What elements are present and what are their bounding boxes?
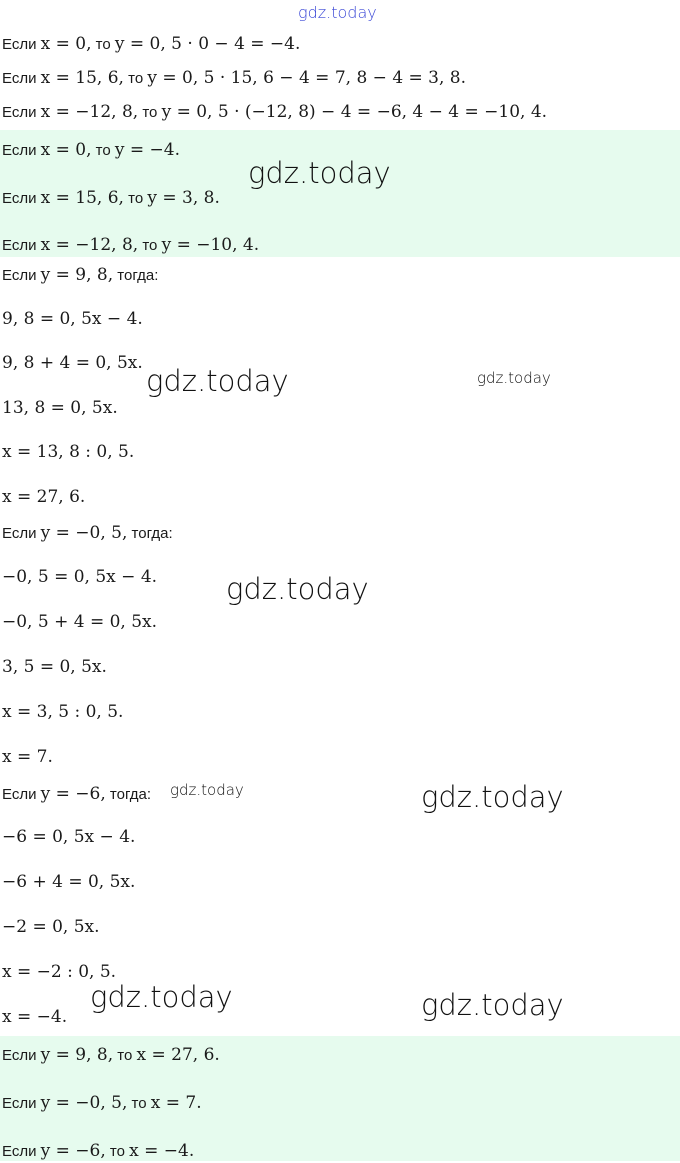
answer-math: y = −4.: [114, 140, 181, 160]
answer-word: Если: [2, 1047, 41, 1064]
watermark: gdz.today: [248, 156, 391, 190]
answer-line-3: [2, 234, 259, 256]
answer-word: то: [91, 142, 115, 159]
case-1-heading: [2, 264, 158, 286]
case-1-step-2: 9, 8 + 4 = 0, 5x.: [2, 353, 143, 373]
watermark: gdz.today: [146, 364, 289, 398]
case-3-heading: [2, 783, 151, 805]
watermark: gdz.today: [226, 572, 369, 606]
watermark: gdz.today: [170, 781, 244, 799]
case-3-step-4: x = −2 : 0, 5.: [2, 962, 117, 982]
answer-line-1: [2, 139, 180, 161]
answer-math: y = −6,: [40, 1141, 106, 1161]
calc-math: x = −12, 8,: [40, 102, 139, 122]
calc-word: то: [91, 36, 115, 53]
case-word: Если: [2, 786, 41, 803]
case-2-step-3: 3, 5 = 0, 5x.: [2, 657, 107, 677]
case-2-heading: [2, 522, 173, 544]
case-2-step-1: −0, 5 = 0, 5x − 4.: [2, 567, 158, 587]
case-math: y = −6,: [40, 784, 106, 804]
watermark-top: gdz.today: [298, 3, 377, 22]
answer-2-line-1: [2, 1044, 220, 1066]
answer-2-line-3: [2, 1140, 194, 1162]
answer-math: x = −12, 8,: [40, 235, 139, 255]
answer-word: то: [127, 1095, 151, 1112]
calc-word: Если: [2, 70, 41, 87]
calc-line-3: [2, 101, 547, 123]
case-3-step-5: x = −4.: [2, 1007, 68, 1027]
case-word: тогда:: [105, 786, 152, 803]
answer-math: x = 27, 6.: [136, 1045, 220, 1065]
answer-math: y = −0, 5,: [40, 1093, 128, 1113]
answer-word: то: [123, 190, 148, 207]
calc-word: Если: [2, 36, 41, 53]
case-1-step-5: x = 27, 6.: [2, 487, 86, 507]
case-word: Если: [2, 267, 41, 284]
watermark: gdz.today: [421, 988, 564, 1022]
answer-word: то: [113, 1047, 137, 1064]
case-2-step-5: x = 7.: [2, 747, 53, 767]
case-3-step-1: −6 = 0, 5x − 4.: [2, 827, 136, 847]
calc-line-2: [2, 67, 466, 89]
calc-word: Если: [2, 104, 41, 121]
watermark: gdz.today: [477, 369, 551, 387]
calc-word: то: [123, 70, 148, 87]
answer-word: то: [105, 1143, 130, 1160]
case-1-step-3: 13, 8 = 0, 5x.: [2, 398, 118, 418]
calc-math: y = 0, 5 · 15, 6 − 4 = 7, 8 − 4 = 3, 8.: [147, 68, 467, 88]
answer-math: y = 3, 8.: [147, 188, 220, 208]
answer-word: то: [138, 237, 162, 254]
case-1-step-1: 9, 8 = 0, 5x − 4.: [2, 309, 143, 329]
answer-math: y = −10, 4.: [161, 235, 260, 255]
answer-math: x = −4.: [129, 1141, 195, 1161]
watermark: gdz.today: [90, 980, 233, 1014]
calc-math: y = 0, 5 · 0 − 4 = −4.: [114, 34, 301, 54]
answer-math: y = 9, 8,: [40, 1045, 114, 1065]
case-math: y = −0, 5,: [40, 523, 128, 543]
answer-word: Если: [2, 190, 41, 207]
calc-math: x = 15, 6,: [40, 68, 124, 88]
calc-word: то: [138, 104, 162, 121]
case-3-step-3: −2 = 0, 5x.: [2, 917, 100, 937]
answer-word: Если: [2, 237, 41, 254]
case-3-step-2: −6 + 4 = 0, 5x.: [2, 872, 136, 892]
answer-word: Если: [2, 142, 41, 159]
case-2-step-2: −0, 5 + 4 = 0, 5x.: [2, 612, 158, 632]
calc-line-1: [2, 33, 300, 55]
answer-word: Если: [2, 1143, 41, 1160]
answer-word: Если: [2, 1095, 41, 1112]
answer-2-line-2: [2, 1092, 202, 1114]
case-2-step-4: x = 3, 5 : 0, 5.: [2, 702, 124, 722]
case-word: Если: [2, 525, 41, 542]
case-1-step-4: x = 13, 8 : 0, 5.: [2, 442, 135, 462]
watermark: gdz.today: [421, 780, 564, 814]
calc-math: x = 0,: [40, 34, 92, 54]
answer-math: x = 7.: [150, 1093, 202, 1113]
answer-math: x = 15, 6,: [40, 188, 124, 208]
answer-math: x = 0,: [40, 140, 92, 160]
case-word: тогда:: [113, 267, 159, 284]
case-math: y = 9, 8,: [40, 265, 114, 285]
answer-line-2: [2, 187, 220, 209]
calc-math: y = 0, 5 · (−12, 8) − 4 = −6, 4 − 4 = −10, 4.: [161, 102, 548, 122]
case-word: тогда:: [127, 525, 173, 542]
